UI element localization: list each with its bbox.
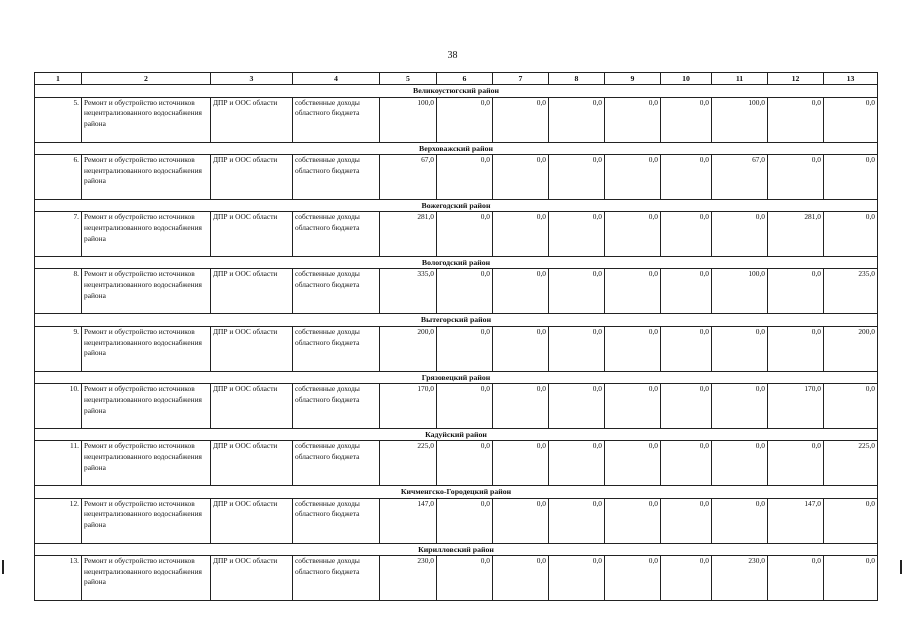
value-col-7: 0,0 xyxy=(493,384,549,429)
district-name: Вологодский район xyxy=(35,257,878,269)
column-number-10: 10 xyxy=(661,73,712,85)
executor: ДПР и ООС области xyxy=(211,154,293,199)
row-index: 13. xyxy=(35,555,82,600)
column-number-3: 3 xyxy=(211,73,293,85)
table-row xyxy=(35,326,878,371)
column-number-4: 4 xyxy=(293,73,380,85)
measure-name: Ремонт и обустройство источников нецентрализованного водоснабжения района xyxy=(82,384,211,429)
table-row xyxy=(35,97,878,142)
measure-name: Ремонт и обустройство источников нецентрализованного водоснабжения района xyxy=(82,441,211,486)
value-col-13: 0,0 xyxy=(824,212,878,257)
column-number-6: 6 xyxy=(437,73,493,85)
value-col-10: 0,0 xyxy=(661,97,712,142)
funding-source: собственные доходы областного бюджета xyxy=(293,154,380,199)
value-col-11: 0,0 xyxy=(712,326,768,371)
value-col-8: 0,0 xyxy=(549,384,605,429)
value-col-8: 0,0 xyxy=(549,326,605,371)
left-edge-mark xyxy=(2,560,4,574)
funding-source: собственные доходы областного бюджета xyxy=(293,384,380,429)
value-col-12: 0,0 xyxy=(768,97,824,142)
value-col-5: 67,0 xyxy=(380,154,437,199)
column-number-8: 8 xyxy=(549,73,605,85)
funding-source: собственные доходы областного бюджета xyxy=(293,97,380,142)
value-col-10: 0,0 xyxy=(661,269,712,314)
table-row xyxy=(35,269,878,314)
value-col-8: 0,0 xyxy=(549,97,605,142)
value-col-5: 335,0 xyxy=(380,269,437,314)
table-row xyxy=(35,384,878,429)
column-number-13: 13 xyxy=(824,73,878,85)
value-col-6: 0,0 xyxy=(437,498,493,543)
column-number-12: 12 xyxy=(768,73,824,85)
district-name: Грязовецкий район xyxy=(35,371,878,383)
value-col-8: 0,0 xyxy=(549,555,605,600)
row-index: 8. xyxy=(35,269,82,314)
district-header-row xyxy=(35,257,878,269)
district-header-row xyxy=(35,486,878,498)
value-col-10: 0,0 xyxy=(661,326,712,371)
value-col-10: 0,0 xyxy=(661,498,712,543)
row-index: 9. xyxy=(35,326,82,371)
value-col-9: 0,0 xyxy=(605,97,661,142)
table-row xyxy=(35,154,878,199)
funding-source: собственные доходы областного бюджета xyxy=(293,326,380,371)
column-number-11: 11 xyxy=(712,73,768,85)
table-row xyxy=(35,441,878,486)
district-header-row xyxy=(35,314,878,326)
value-col-6: 0,0 xyxy=(437,269,493,314)
measure-name: Ремонт и обустройство источников нецентрализованного водоснабжения района xyxy=(82,212,211,257)
value-col-6: 0,0 xyxy=(437,97,493,142)
value-col-12: 170,0 xyxy=(768,384,824,429)
value-col-7: 0,0 xyxy=(493,326,549,371)
value-col-7: 0,0 xyxy=(493,441,549,486)
value-col-9: 0,0 xyxy=(605,384,661,429)
value-col-11: 0,0 xyxy=(712,441,768,486)
column-number-1: 1 xyxy=(35,73,82,85)
value-col-5: 281,0 xyxy=(380,212,437,257)
value-col-12: 0,0 xyxy=(768,269,824,314)
district-name: Кирилловский район xyxy=(35,543,878,555)
value-col-7: 0,0 xyxy=(493,97,549,142)
value-col-13: 0,0 xyxy=(824,498,878,543)
value-col-9: 0,0 xyxy=(605,269,661,314)
value-col-6: 0,0 xyxy=(437,441,493,486)
value-col-6: 0,0 xyxy=(437,555,493,600)
value-col-12: 0,0 xyxy=(768,326,824,371)
value-col-7: 0,0 xyxy=(493,269,549,314)
value-col-10: 0,0 xyxy=(661,555,712,600)
executor: ДПР и ООС области xyxy=(211,326,293,371)
funding-source: собственные доходы областного бюджета xyxy=(293,212,380,257)
value-col-8: 0,0 xyxy=(549,441,605,486)
value-col-6: 0,0 xyxy=(437,384,493,429)
right-edge-mark xyxy=(900,560,902,574)
measure-name: Ремонт и обустройство источников нецентрализованного водоснабжения района xyxy=(82,498,211,543)
value-col-10: 0,0 xyxy=(661,384,712,429)
district-name: Вытегорский район xyxy=(35,314,878,326)
value-col-12: 281,0 xyxy=(768,212,824,257)
value-col-8: 0,0 xyxy=(549,498,605,543)
executor: ДПР и ООС области xyxy=(211,97,293,142)
value-col-13: 0,0 xyxy=(824,555,878,600)
executor: ДПР и ООС области xyxy=(211,498,293,543)
value-col-5: 200,0 xyxy=(380,326,437,371)
executor: ДПР и ООС области xyxy=(211,441,293,486)
column-number-9: 9 xyxy=(605,73,661,85)
value-col-12: 0,0 xyxy=(768,441,824,486)
measure-name: Ремонт и обустройство источников нецентрализованного водоснабжения района xyxy=(82,269,211,314)
table-row xyxy=(35,555,878,600)
program-table xyxy=(34,72,878,601)
district-name: Кичменгско-Городецкий район xyxy=(35,486,878,498)
value-col-11: 0,0 xyxy=(712,384,768,429)
district-name: Великоустюгский район xyxy=(35,85,878,97)
value-col-9: 0,0 xyxy=(605,212,661,257)
district-name: Вожегодский район xyxy=(35,199,878,211)
value-col-13: 200,0 xyxy=(824,326,878,371)
executor: ДПР и ООС области xyxy=(211,269,293,314)
value-col-9: 0,0 xyxy=(605,154,661,199)
value-col-12: 147,0 xyxy=(768,498,824,543)
row-index: 12. xyxy=(35,498,82,543)
value-col-11: 100,0 xyxy=(712,97,768,142)
column-number-7: 7 xyxy=(493,73,549,85)
value-col-13: 0,0 xyxy=(824,97,878,142)
value-col-5: 100,0 xyxy=(380,97,437,142)
district-name: Кадуйский район xyxy=(35,429,878,441)
district-header-row xyxy=(35,142,878,154)
value-col-9: 0,0 xyxy=(605,326,661,371)
value-col-5: 170,0 xyxy=(380,384,437,429)
value-col-5: 225,0 xyxy=(380,441,437,486)
value-col-13: 235,0 xyxy=(824,269,878,314)
table-row xyxy=(35,498,878,543)
executor: ДПР и ООС области xyxy=(211,384,293,429)
value-col-11: 0,0 xyxy=(712,212,768,257)
executor: ДПР и ООС области xyxy=(211,212,293,257)
district-name: Верховажский район xyxy=(35,142,878,154)
funding-source: собственные доходы областного бюджета xyxy=(293,441,380,486)
value-col-6: 0,0 xyxy=(437,154,493,199)
district-header-row xyxy=(35,543,878,555)
row-index: 11. xyxy=(35,441,82,486)
value-col-8: 0,0 xyxy=(549,269,605,314)
value-col-11: 100,0 xyxy=(712,269,768,314)
row-index: 10. xyxy=(35,384,82,429)
value-col-7: 0,0 xyxy=(493,212,549,257)
column-number-5: 5 xyxy=(380,73,437,85)
value-col-5: 230,0 xyxy=(380,555,437,600)
district-header-row xyxy=(35,429,878,441)
row-index: 5. xyxy=(35,97,82,142)
district-header-row xyxy=(35,85,878,97)
value-col-13: 225,0 xyxy=(824,441,878,486)
value-col-5: 147,0 xyxy=(380,498,437,543)
district-header-row xyxy=(35,199,878,211)
executor: ДПР и ООС области xyxy=(211,555,293,600)
column-number-row xyxy=(35,73,878,85)
table-row xyxy=(35,212,878,257)
funding-source: собственные доходы областного бюджета xyxy=(293,498,380,543)
value-col-13: 0,0 xyxy=(824,154,878,199)
measure-name: Ремонт и обустройство источников нецентрализованного водоснабжения района xyxy=(82,97,211,142)
measure-name: Ремонт и обустройство источников нецентрализованного водоснабжения района xyxy=(82,326,211,371)
funding-source: собственные доходы областного бюджета xyxy=(293,555,380,600)
value-col-11: 0,0 xyxy=(712,498,768,543)
measure-name: Ремонт и обустройство источников нецентрализованного водоснабжения района xyxy=(82,154,211,199)
row-index: 6. xyxy=(35,154,82,199)
value-col-6: 0,0 xyxy=(437,326,493,371)
district-header-row xyxy=(35,371,878,383)
value-col-6: 0,0 xyxy=(437,212,493,257)
value-col-13: 0,0 xyxy=(824,384,878,429)
row-index: 7. xyxy=(35,212,82,257)
page-number: 38 xyxy=(447,50,458,61)
value-col-9: 0,0 xyxy=(605,498,661,543)
column-number-2: 2 xyxy=(82,73,211,85)
funding-source: собственные доходы областного бюджета xyxy=(293,269,380,314)
value-col-7: 0,0 xyxy=(493,498,549,543)
value-col-12: 0,0 xyxy=(768,555,824,600)
value-col-11: 67,0 xyxy=(712,154,768,199)
value-col-7: 0,0 xyxy=(493,555,549,600)
value-col-10: 0,0 xyxy=(661,441,712,486)
value-col-10: 0,0 xyxy=(661,212,712,257)
value-col-9: 0,0 xyxy=(605,555,661,600)
value-col-8: 0,0 xyxy=(549,212,605,257)
value-col-10: 0,0 xyxy=(661,154,712,199)
value-col-11: 230,0 xyxy=(712,555,768,600)
measure-name: Ремонт и обустройство источников нецентрализованного водоснабжения района xyxy=(82,555,211,600)
value-col-9: 0,0 xyxy=(605,441,661,486)
value-col-7: 0,0 xyxy=(493,154,549,199)
value-col-8: 0,0 xyxy=(549,154,605,199)
value-col-12: 0,0 xyxy=(768,154,824,199)
